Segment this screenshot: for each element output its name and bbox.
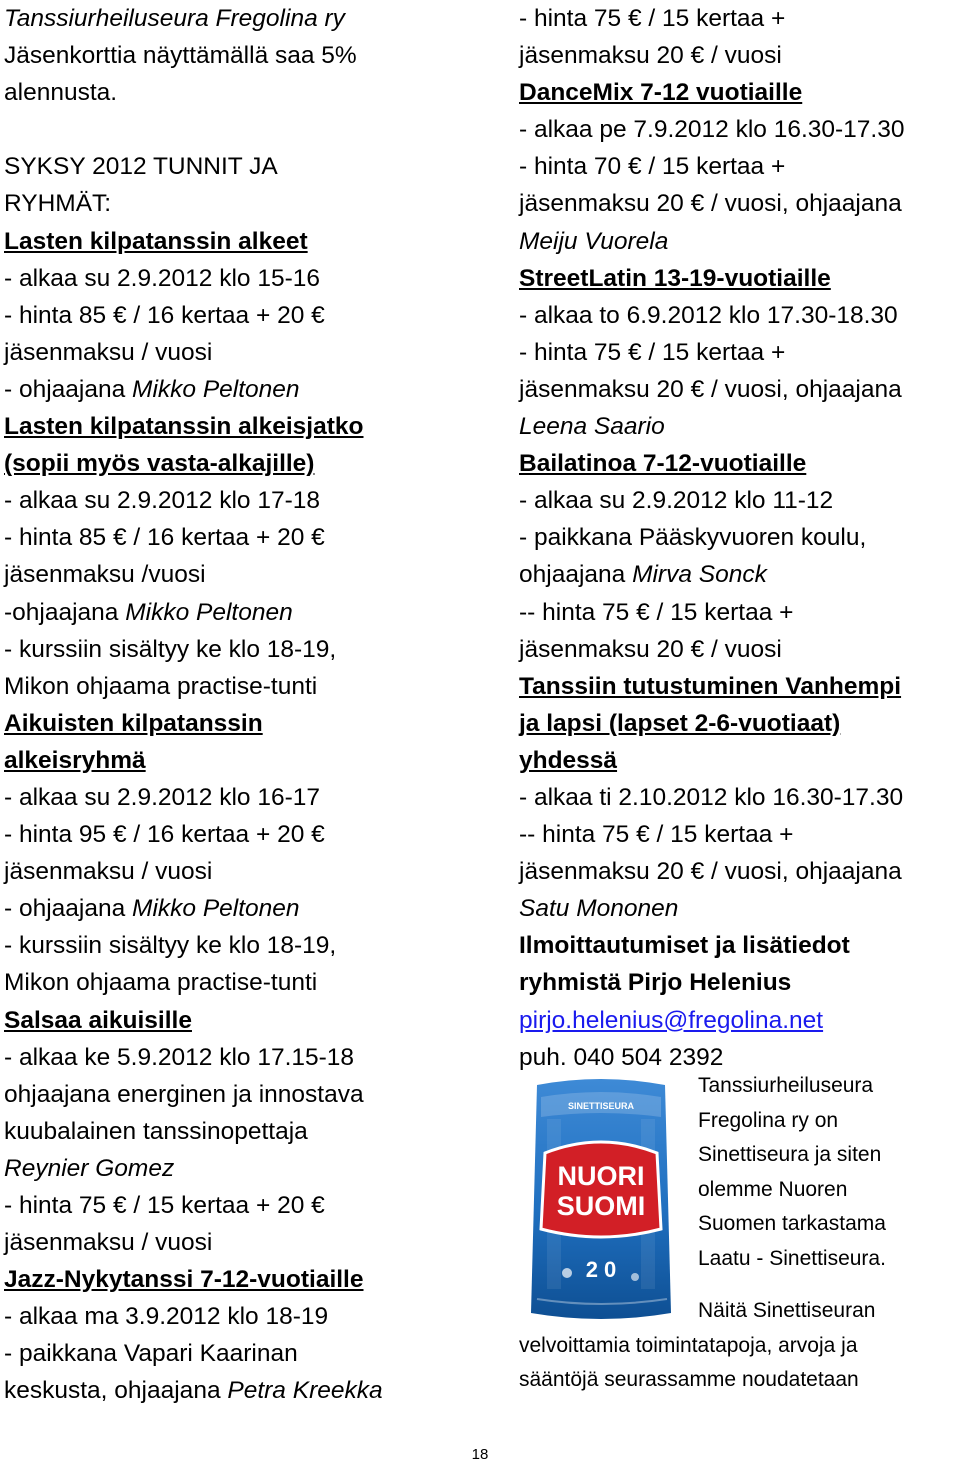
right_column-line: puh. 040 504 2392: [519, 1043, 724, 1071]
right_column-line: Meiju Vuorela: [519, 227, 669, 255]
right_column-line: - alkaa pe 7.9.2012 klo 16.30-17.30: [519, 116, 905, 144]
instructor-name: Mikko Peltonen: [132, 375, 300, 403]
left_column-line: SYKSY 2012 TUNNIT JA: [4, 153, 278, 181]
right_column-section-heading: yhdessä: [519, 746, 618, 774]
left_column-line: jäsenmaksu /vuosi: [4, 561, 206, 589]
right_column-line: jäsenmaksu 20 € / vuosi, ohjaajana: [519, 375, 902, 403]
right_column-line: - alkaa ti 2.10.2012 klo 16.30-17.30: [519, 783, 904, 811]
line-text: ohjaajana: [519, 561, 633, 589]
badge-caption-line: Suomen tarkastama: [698, 1212, 886, 1235]
right_column-line: -- hinta 75 € / 15 kertaa +: [519, 598, 794, 626]
left_column-section-heading: Jazz-Nykytanssi 7-12-vuotiaille: [4, 1266, 364, 1294]
right_column-line: - hinta 75 € / 15 kertaa +: [519, 338, 786, 366]
left_column-line: - kurssiin sisältyy ke klo 18-19,: [4, 635, 337, 663]
right_column-section-heading: Tanssiin tutustuminen Vanhempi: [519, 672, 902, 700]
right_column-section-heading: DanceMix 7-12 vuotiaille: [519, 79, 803, 107]
left_column-section-heading: Aikuisten kilpatanssin: [4, 709, 263, 737]
left_column-line: Jäsenkorttia näyttämällä saa 5%: [4, 42, 357, 70]
right_column-contact-heading: Ilmoittautumiset ja lisätiedot: [519, 932, 850, 960]
badge-caption-line: Fregolina ry on: [698, 1108, 839, 1132]
badge-caption-line: Laatu - Sinettiseura.: [698, 1246, 886, 1270]
left_column-line: RYHMÄT:: [4, 190, 112, 218]
badge-caption-line: olemme Nuoren: [698, 1177, 848, 1201]
left_column-line: Mikon ohjaama practise-tunti: [4, 672, 318, 700]
left_column-line: jäsenmaksu / vuosi: [4, 338, 213, 366]
left_column-line: [4, 890, 494, 927]
left_column-section-heading: Lasten kilpatanssin alkeet: [4, 227, 308, 255]
right_column-line: - alkaa to 6.9.2012 klo 17.30-18.30: [519, 301, 898, 329]
left_column-line: Mikon ohjaama practise-tunti: [4, 969, 318, 997]
line-text: -ohjaajana: [4, 598, 126, 626]
left_column-line: ohjaajana energinen ja innostava: [4, 1080, 364, 1108]
left_column-section-heading: Salsaa aikuisille: [4, 1006, 192, 1034]
right_column-line: [519, 556, 960, 593]
instructor-name: Mirva Sonck: [632, 561, 767, 589]
left_column-section-heading: alkeisryhmä: [4, 746, 146, 774]
right_column-line: -- hinta 75 € / 15 kertaa +: [519, 821, 794, 849]
badge-caption-line: Sinettiseura ja siten: [698, 1143, 882, 1166]
left_column-line: - paikkana Vapari Kaarinan: [4, 1340, 298, 1368]
badge-word-nuori: NUORI: [557, 1161, 645, 1191]
left_column-line: [4, 371, 494, 408]
badge-bottom-label: 2 0: [585, 1257, 617, 1282]
left_column-line: jäsenmaksu / vuosi: [4, 858, 213, 886]
line-text: - ohjaajana: [4, 375, 133, 403]
right_column-line: jäsenmaksu 20 € / vuosi, ohjaajana: [519, 858, 902, 886]
right_column-contact-heading: ryhmistä Pirjo Helenius: [519, 969, 792, 997]
left_column-line: Reynier Gomez: [4, 1154, 175, 1182]
right_column-line: - hinta 75 € / 15 kertaa +: [519, 5, 786, 32]
right_column-line: Satu Mononen: [519, 895, 679, 923]
line-text: keskusta, ohjaajana: [4, 1377, 228, 1405]
left_column-line: - hinta 85 € / 16 kertaa + 20 €: [4, 301, 325, 329]
left_column-line: alennusta.: [4, 79, 118, 107]
left_column-line: Tanssiurheiluseura Fregolina ry: [4, 5, 345, 32]
left_column-line: [4, 594, 494, 631]
right_column-line: jäsenmaksu 20 € / vuosi, ohjaajana: [519, 190, 902, 218]
left_column-line: kuubalainen tanssinopettaja: [4, 1117, 308, 1145]
left_column-line: jäsenmaksu / vuosi: [4, 1229, 213, 1257]
instructor-name: Mikko Peltonen: [132, 895, 300, 923]
left_column-line: - hinta 85 € / 16 kertaa + 20 €: [4, 524, 325, 552]
badge-caption: [698, 1069, 960, 1276]
left_column-line: [4, 1372, 494, 1409]
left_column-line: - hinta 95 € / 16 kertaa + 20 €: [4, 821, 325, 849]
left_column-line: - alkaa su 2.9.2012 klo 16-17: [4, 783, 320, 811]
right_column-section-heading: ja lapsi (lapset 2-6-vuotiaat): [519, 709, 841, 737]
left_column-blank-line: [4, 111, 494, 148]
closing-line: velvoittamia toimintatapoja, arvoja ja: [519, 1333, 858, 1357]
nuori-suomi-sinettiseura-badge: [527, 1077, 675, 1323]
left_column-line: - alkaa ke 5.9.2012 klo 17.15-18: [4, 1043, 355, 1071]
right_column-line: Leena Saario: [519, 413, 665, 441]
left_column-line: - alkaa su 2.9.2012 klo 17-18: [4, 487, 320, 515]
badge-graphic: [527, 1077, 675, 1323]
left-column: [4, 0, 494, 1410]
left_column-line: - kurssiin sisältyy ke klo 18-19,: [4, 932, 337, 960]
closing-line: sääntöjä seurassamme noudatetaan: [519, 1368, 859, 1391]
badge-top-label: SINETTISEURA: [567, 1101, 635, 1111]
instructor-name: Petra Kreekka: [227, 1377, 383, 1405]
left_column-line: - alkaa ma 3.9.2012 klo 18-19: [4, 1303, 329, 1331]
left_column-section-heading: Lasten kilpatanssin alkeisjatko: [4, 413, 364, 441]
closing-text: [519, 1294, 960, 1398]
right-column: [519, 0, 960, 1076]
right_column-line: jäsenmaksu 20 € / vuosi: [519, 42, 782, 70]
email-link[interactable]: pirjo.helenius@fregolina.net: [519, 1006, 824, 1034]
right_column-line: - hinta 70 € / 15 kertaa +: [519, 153, 786, 181]
line-text: - ohjaajana: [4, 895, 133, 923]
left_column-line: - hinta 75 € / 15 kertaa + 20 €: [4, 1192, 325, 1219]
left_column-section-heading: (sopii myös vasta-alkajille): [4, 450, 315, 478]
badge-word-suomi: SUOMI: [556, 1191, 646, 1221]
right_column-section-heading: Bailatinoa 7-12-vuotiaille: [519, 450, 807, 478]
right_column-section-heading: StreetLatin 13-19-vuotiaille: [519, 264, 831, 292]
left_column-line: - alkaa su 2.9.2012 klo 15-16: [4, 264, 320, 292]
right_column-line: jäsenmaksu 20 € / vuosi: [519, 635, 782, 663]
page-number: 18: [471, 1446, 489, 1463]
badge-caption-line: Tanssiurheiluseura: [698, 1074, 874, 1097]
instructor-name: Mikko Peltonen: [125, 598, 293, 626]
right_column-line: - alkaa su 2.9.2012 klo 11-12: [519, 487, 834, 515]
closing-line: Näitä Sinettiseuran: [698, 1299, 876, 1322]
right_column-line: - paikkana Pääskyvuoren koulu,: [519, 524, 867, 552]
